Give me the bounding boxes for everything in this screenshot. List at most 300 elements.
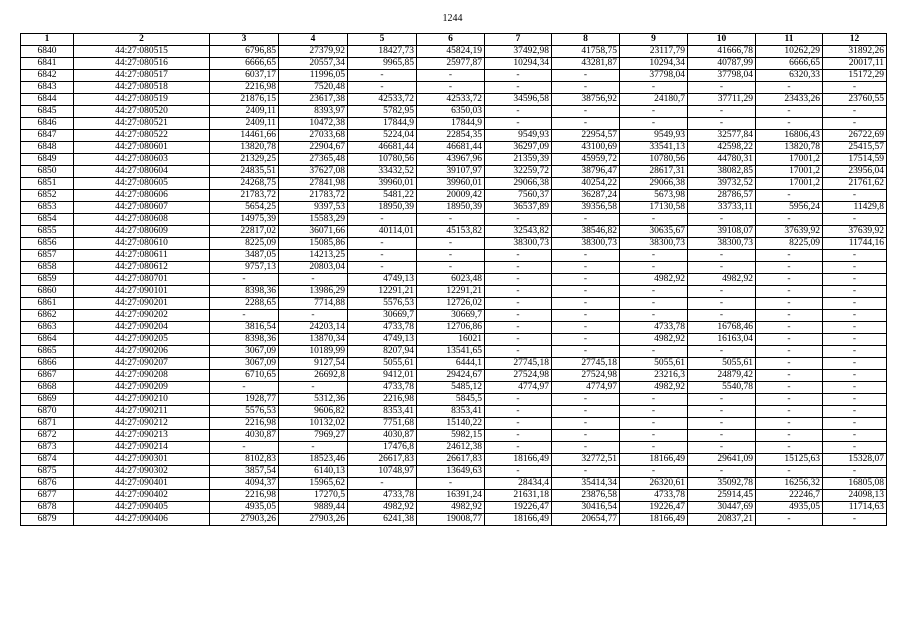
table-row bbox=[21, 178, 887, 190]
table-cell: - bbox=[823, 82, 887, 94]
table-cell: - bbox=[688, 286, 756, 298]
table-cell: 14213,25 bbox=[279, 250, 348, 262]
table-cell: 44:27:090207 bbox=[74, 358, 210, 370]
table-cell: 6856 bbox=[21, 238, 74, 250]
table-row bbox=[21, 322, 887, 334]
column-header-12: 12 bbox=[823, 34, 887, 46]
table-cell: - bbox=[688, 418, 756, 430]
table-cell: - bbox=[756, 370, 823, 382]
table-cell: 6878 bbox=[21, 502, 74, 514]
table-cell: 39960,01 bbox=[348, 178, 417, 190]
table-cell: 10189,99 bbox=[279, 346, 348, 358]
table-cell: 26692,8 bbox=[279, 370, 348, 382]
table-cell: 12726,02 bbox=[417, 298, 485, 310]
table-cell: 39108,07 bbox=[688, 226, 756, 238]
table-cell: 20837,21 bbox=[688, 514, 756, 526]
table-cell: 41666,78 bbox=[688, 46, 756, 58]
table-cell: - bbox=[417, 82, 485, 94]
table-cell: 8393,97 bbox=[279, 106, 348, 118]
table-cell: 6872 bbox=[21, 430, 74, 442]
table-cell: 44:27:090212 bbox=[74, 418, 210, 430]
table-cell: 20017,11 bbox=[823, 58, 887, 70]
table-row bbox=[21, 238, 887, 250]
table-cell: 5576,53 bbox=[210, 406, 279, 418]
table-cell: 19008,77 bbox=[417, 514, 485, 526]
table-cell: 9549,93 bbox=[485, 130, 552, 142]
table-cell: 27903,26 bbox=[210, 514, 279, 526]
table-cell: - bbox=[552, 70, 620, 82]
table-cell: 44:27:090202 bbox=[74, 310, 210, 322]
table-cell: 17001,2 bbox=[756, 154, 823, 166]
table-cell: - bbox=[756, 250, 823, 262]
table-cell: 13820,78 bbox=[756, 142, 823, 154]
table-cell: - bbox=[620, 466, 688, 478]
table-cell: 17270,5 bbox=[279, 490, 348, 502]
table-cell: 44:27:080516 bbox=[74, 58, 210, 70]
table-cell: 26722,69 bbox=[823, 130, 887, 142]
table-cell: - bbox=[823, 298, 887, 310]
table-cell: - bbox=[688, 118, 756, 130]
table-row bbox=[21, 490, 887, 502]
table-cell: 6869 bbox=[21, 394, 74, 406]
table-cell: 6879 bbox=[21, 514, 74, 526]
table-cell: 18166,49 bbox=[485, 514, 552, 526]
table-cell: - bbox=[417, 238, 485, 250]
table-cell: 2409,11 bbox=[210, 106, 279, 118]
table-cell: - bbox=[485, 334, 552, 346]
table-cell: 17001,2 bbox=[756, 166, 823, 178]
table-cell: 38756,92 bbox=[552, 94, 620, 106]
table-cell: - bbox=[620, 394, 688, 406]
table-cell: - bbox=[688, 466, 756, 478]
table-cell: 44:27:080522 bbox=[74, 130, 210, 142]
table-cell: - bbox=[485, 298, 552, 310]
table-cell: 40254,22 bbox=[552, 178, 620, 190]
table-cell: 5956,24 bbox=[756, 202, 823, 214]
table-cell: - bbox=[823, 358, 887, 370]
table-cell: 5673,98 bbox=[620, 190, 688, 202]
table-row bbox=[21, 262, 887, 274]
table-cell: 4935,05 bbox=[210, 502, 279, 514]
column-header-6: 6 bbox=[417, 34, 485, 46]
table-cell: 6868 bbox=[21, 382, 74, 394]
table-row bbox=[21, 118, 887, 130]
table-cell: - bbox=[485, 262, 552, 274]
table-cell: 44:27:080609 bbox=[74, 226, 210, 238]
table-cell: 3857,54 bbox=[210, 466, 279, 478]
table-cell: 33541,13 bbox=[620, 142, 688, 154]
table-cell: 6710,65 bbox=[210, 370, 279, 382]
table-cell: 15583,29 bbox=[279, 214, 348, 226]
table-cell: 16256,32 bbox=[756, 478, 823, 490]
table-cell: - bbox=[756, 382, 823, 394]
table-cell: - bbox=[620, 250, 688, 262]
table-cell: 26617,83 bbox=[348, 454, 417, 466]
table-cell: 5481,22 bbox=[348, 190, 417, 202]
table-cell: 35092,78 bbox=[688, 478, 756, 490]
table-cell: 6861 bbox=[21, 298, 74, 310]
table-cell: 5576,53 bbox=[348, 298, 417, 310]
table-cell: 39107,97 bbox=[417, 166, 485, 178]
table-cell: 44:27:090206 bbox=[74, 346, 210, 358]
table-cell: 5540,78 bbox=[688, 382, 756, 394]
table-cell: 11429,8 bbox=[823, 202, 887, 214]
table-cell: 44:27:090405 bbox=[74, 502, 210, 514]
table-cell: 43100,69 bbox=[552, 142, 620, 154]
table-cell: - bbox=[417, 250, 485, 262]
table-cell: 6845 bbox=[21, 106, 74, 118]
table-cell: - bbox=[688, 298, 756, 310]
table-cell: 6666,65 bbox=[756, 58, 823, 70]
table-cell: 46681,44 bbox=[348, 142, 417, 154]
table-cell: 21631,18 bbox=[485, 490, 552, 502]
table-cell: 6853 bbox=[21, 202, 74, 214]
table-cell: 8102,83 bbox=[210, 454, 279, 466]
table-cell: 44:27:090209 bbox=[74, 382, 210, 394]
table-row bbox=[21, 418, 887, 430]
table-cell: 24098,13 bbox=[823, 490, 887, 502]
table-row bbox=[21, 82, 887, 94]
table-cell: 13820,78 bbox=[210, 142, 279, 154]
table-cell: - bbox=[688, 406, 756, 418]
table-cell: - bbox=[417, 262, 485, 274]
table-row bbox=[21, 298, 887, 310]
table-cell: 40787,99 bbox=[688, 58, 756, 70]
table-cell: - bbox=[756, 346, 823, 358]
table-cell: 8225,09 bbox=[756, 238, 823, 250]
table-cell: 37798,04 bbox=[620, 70, 688, 82]
table-cell: 9757,13 bbox=[210, 262, 279, 274]
table-cell: 15125,63 bbox=[756, 454, 823, 466]
table-cell: - bbox=[823, 250, 887, 262]
table-cell: 44780,31 bbox=[688, 154, 756, 166]
table-cell: 6875 bbox=[21, 466, 74, 478]
table-cell: 36287,24 bbox=[552, 190, 620, 202]
table-cell: 24612,38 bbox=[417, 442, 485, 454]
table-cell: - bbox=[348, 250, 417, 262]
table-cell: 8207,94 bbox=[348, 346, 417, 358]
table-cell: - bbox=[688, 250, 756, 262]
table-row bbox=[21, 370, 887, 382]
table-cell: 27033,68 bbox=[279, 130, 348, 142]
table-cell: 6873 bbox=[21, 442, 74, 454]
table-cell: 9549,93 bbox=[620, 130, 688, 142]
table-cell: - bbox=[620, 262, 688, 274]
table-cell: - bbox=[552, 406, 620, 418]
table-cell: 37711,29 bbox=[688, 94, 756, 106]
table-cell: 32259,72 bbox=[485, 166, 552, 178]
table-cell: - bbox=[688, 394, 756, 406]
table-cell: 8353,41 bbox=[417, 406, 485, 418]
table-cell: 5982,15 bbox=[417, 430, 485, 442]
table-cell: - bbox=[620, 406, 688, 418]
table-cell: 18523,46 bbox=[279, 454, 348, 466]
table-cell: - bbox=[485, 286, 552, 298]
table-cell: 19226,47 bbox=[485, 502, 552, 514]
table-cell: 5224,04 bbox=[348, 130, 417, 142]
table-cell: 4935,05 bbox=[756, 502, 823, 514]
table-cell: - bbox=[552, 106, 620, 118]
table-row bbox=[21, 478, 887, 490]
table-cell: - bbox=[756, 310, 823, 322]
table-cell: 16163,04 bbox=[688, 334, 756, 346]
table-row bbox=[21, 430, 887, 442]
table-cell: 10294,34 bbox=[485, 58, 552, 70]
table-cell: 39732,52 bbox=[688, 178, 756, 190]
column-header-2: 2 bbox=[74, 34, 210, 46]
table-cell: 17476,8 bbox=[348, 442, 417, 454]
table-cell: 5055,61 bbox=[688, 358, 756, 370]
table-cell: - bbox=[552, 430, 620, 442]
table-cell: 8398,36 bbox=[210, 286, 279, 298]
table-cell: - bbox=[485, 394, 552, 406]
table-cell: 9965,85 bbox=[348, 58, 417, 70]
table-cell: 12291,21 bbox=[348, 286, 417, 298]
table-cell: - bbox=[620, 214, 688, 226]
table-cell: - bbox=[823, 514, 887, 526]
table-cell: 21359,39 bbox=[485, 154, 552, 166]
table-cell: 6874 bbox=[21, 454, 74, 466]
table-cell: - bbox=[823, 274, 887, 286]
table-cell: 2216,98 bbox=[210, 418, 279, 430]
table-cell: 44:27:080515 bbox=[74, 46, 210, 58]
table-cell: - bbox=[823, 190, 887, 202]
table-cell: 6849 bbox=[21, 154, 74, 166]
table-cell: 28617,31 bbox=[620, 166, 688, 178]
table-cell: 5312,36 bbox=[279, 394, 348, 406]
table-cell: 41758,75 bbox=[552, 46, 620, 58]
table-cell: - bbox=[823, 394, 887, 406]
table-row bbox=[21, 202, 887, 214]
table-cell: 44:27:080519 bbox=[74, 94, 210, 106]
table-cell: 6851 bbox=[21, 178, 74, 190]
table-cell: 15328,07 bbox=[823, 454, 887, 466]
table-row bbox=[21, 358, 887, 370]
table-cell: 7751,68 bbox=[348, 418, 417, 430]
table-cell: 24879,42 bbox=[688, 370, 756, 382]
table-cell: 44:27:080520 bbox=[74, 106, 210, 118]
table-cell: 42598,22 bbox=[688, 142, 756, 154]
table-row bbox=[21, 106, 887, 118]
table-cell: 43281,87 bbox=[552, 58, 620, 70]
table-cell: - bbox=[348, 70, 417, 82]
table-cell: 17844,9 bbox=[348, 118, 417, 130]
table-cell: 4982,92 bbox=[688, 274, 756, 286]
table-cell: 5055,61 bbox=[348, 358, 417, 370]
table-row bbox=[21, 274, 887, 286]
table-cell: 43967,96 bbox=[417, 154, 485, 166]
table-cell: 22854,35 bbox=[417, 130, 485, 142]
table-cell: - bbox=[210, 442, 279, 454]
table-cell: - bbox=[552, 262, 620, 274]
table-cell: 4733,78 bbox=[348, 382, 417, 394]
table-cell: 4733,78 bbox=[348, 490, 417, 502]
table-cell: 37639,92 bbox=[823, 226, 887, 238]
table-cell: 10262,29 bbox=[756, 46, 823, 58]
table-cell: - bbox=[620, 430, 688, 442]
table-row bbox=[21, 214, 887, 226]
table-cell: 14461,66 bbox=[210, 130, 279, 142]
table-cell: 2216,98 bbox=[348, 394, 417, 406]
table-cell: 10132,02 bbox=[279, 418, 348, 430]
table-cell: 4774,97 bbox=[552, 382, 620, 394]
table-cell: 6241,38 bbox=[348, 514, 417, 526]
table-cell: - bbox=[485, 442, 552, 454]
table-cell: 10748,97 bbox=[348, 466, 417, 478]
table-cell: - bbox=[756, 262, 823, 274]
table-cell: 3487,05 bbox=[210, 250, 279, 262]
table-cell: 9412,01 bbox=[348, 370, 417, 382]
table-cell: 37639,92 bbox=[756, 226, 823, 238]
table-cell: - bbox=[417, 478, 485, 490]
table-header bbox=[21, 34, 887, 46]
table-row bbox=[21, 466, 887, 478]
table-row bbox=[21, 250, 887, 262]
table-cell: - bbox=[348, 238, 417, 250]
table-cell: 32543,82 bbox=[485, 226, 552, 238]
table-cell: 2216,98 bbox=[210, 490, 279, 502]
table-cell: 18950,39 bbox=[417, 202, 485, 214]
table-cell: - bbox=[756, 274, 823, 286]
table-cell: 16768,46 bbox=[688, 322, 756, 334]
table-cell: - bbox=[756, 514, 823, 526]
table-cell: 38546,82 bbox=[552, 226, 620, 238]
table-cell: 4749,13 bbox=[348, 274, 417, 286]
table-cell: - bbox=[756, 394, 823, 406]
table-cell: 38300,73 bbox=[620, 238, 688, 250]
table-cell: 44:27:080612 bbox=[74, 262, 210, 274]
table-cell: 29641,09 bbox=[688, 454, 756, 466]
table-cell: 18166,49 bbox=[620, 514, 688, 526]
table-cell: 29424,67 bbox=[417, 370, 485, 382]
table-cell: 44:27:090204 bbox=[74, 322, 210, 334]
table-cell: - bbox=[756, 118, 823, 130]
table-row bbox=[21, 502, 887, 514]
table-cell: 20557,34 bbox=[279, 58, 348, 70]
table-cell: 28786,57 bbox=[688, 190, 756, 202]
table-cell: 44:27:080518 bbox=[74, 82, 210, 94]
table-cell: - bbox=[620, 442, 688, 454]
table-cell: 44:27:080701 bbox=[74, 274, 210, 286]
table-cell: 20654,77 bbox=[552, 514, 620, 526]
table-cell: 2216,98 bbox=[210, 82, 279, 94]
header-row bbox=[21, 34, 887, 46]
table-cell: 37627,08 bbox=[279, 166, 348, 178]
table-cell: 38300,73 bbox=[485, 238, 552, 250]
table-cell: - bbox=[756, 82, 823, 94]
table-cell: 30447,69 bbox=[688, 502, 756, 514]
table-cell: 10780,56 bbox=[620, 154, 688, 166]
table-cell: 6870 bbox=[21, 406, 74, 418]
table-cell: 16021 bbox=[417, 334, 485, 346]
table-cell: 27524,98 bbox=[552, 370, 620, 382]
table-cell: 44:27:090301 bbox=[74, 454, 210, 466]
table-cell: 37798,04 bbox=[688, 70, 756, 82]
table-cell: 7969,27 bbox=[279, 430, 348, 442]
table-cell: 6140,13 bbox=[279, 466, 348, 478]
table-cell: 32577,84 bbox=[688, 130, 756, 142]
table-cell: - bbox=[552, 334, 620, 346]
table-cell: 33432,52 bbox=[348, 166, 417, 178]
table-cell: 4982,92 bbox=[620, 334, 688, 346]
table-cell: - bbox=[823, 106, 887, 118]
table-cell: 31892,26 bbox=[823, 46, 887, 58]
table-cell: 6666,65 bbox=[210, 58, 279, 70]
table-cell: 6846 bbox=[21, 118, 74, 130]
table-cell: - bbox=[279, 274, 348, 286]
table-cell: 6023,48 bbox=[417, 274, 485, 286]
data-table bbox=[20, 33, 887, 526]
table-cell: 20009,42 bbox=[417, 190, 485, 202]
table-cell: - bbox=[279, 382, 348, 394]
table-cell: 4982,92 bbox=[620, 274, 688, 286]
table-cell: 28434,4 bbox=[485, 478, 552, 490]
table-cell: 33733,11 bbox=[688, 202, 756, 214]
table-cell: - bbox=[279, 442, 348, 454]
table-row bbox=[21, 166, 887, 178]
table-cell: - bbox=[620, 298, 688, 310]
table-cell: - bbox=[823, 442, 887, 454]
column-header-5: 5 bbox=[348, 34, 417, 46]
table-cell: 25415,57 bbox=[823, 142, 887, 154]
table-cell: - bbox=[485, 274, 552, 286]
table-cell: - bbox=[823, 418, 887, 430]
table-row bbox=[21, 154, 887, 166]
table-cell: - bbox=[823, 262, 887, 274]
table-cell: 44:27:090210 bbox=[74, 394, 210, 406]
table-cell: 30669,7 bbox=[348, 310, 417, 322]
table-cell: 21876,15 bbox=[210, 94, 279, 106]
table-cell: - bbox=[823, 370, 887, 382]
table-cell: 44:27:080608 bbox=[74, 214, 210, 226]
table-cell: 6864 bbox=[21, 334, 74, 346]
table-cell: 14975,39 bbox=[210, 214, 279, 226]
page-number: 1244 bbox=[442, 13, 463, 24]
table-cell: 44:27:080611 bbox=[74, 250, 210, 262]
table-cell: - bbox=[485, 466, 552, 478]
table-cell: 38300,73 bbox=[552, 238, 620, 250]
table-cell: - bbox=[756, 286, 823, 298]
table-cell: - bbox=[688, 262, 756, 274]
table-cell: - bbox=[756, 442, 823, 454]
table-row bbox=[21, 142, 887, 154]
table-cell: - bbox=[620, 82, 688, 94]
table-cell: - bbox=[620, 346, 688, 358]
table-cell: - bbox=[552, 418, 620, 430]
table-row bbox=[21, 454, 887, 466]
column-header-9: 9 bbox=[620, 34, 688, 46]
table-cell: 23433,26 bbox=[756, 94, 823, 106]
table-cell: 38082,85 bbox=[688, 166, 756, 178]
table-cell: 30416,54 bbox=[552, 502, 620, 514]
table-cell: 22817,02 bbox=[210, 226, 279, 238]
table-row bbox=[21, 190, 887, 202]
table-cell: 39960,01 bbox=[417, 178, 485, 190]
table-cell: - bbox=[552, 274, 620, 286]
table-cell: 27745,18 bbox=[485, 358, 552, 370]
table-cell: 34596,58 bbox=[485, 94, 552, 106]
table-cell: 26617,83 bbox=[417, 454, 485, 466]
table-cell: - bbox=[348, 262, 417, 274]
table-cell: - bbox=[756, 418, 823, 430]
table-cell: 42533,72 bbox=[348, 94, 417, 106]
table-cell: - bbox=[756, 106, 823, 118]
table-cell: - bbox=[688, 430, 756, 442]
column-header-11: 11 bbox=[756, 34, 823, 46]
table-cell: 39356,58 bbox=[552, 202, 620, 214]
table-cell: 10472,38 bbox=[279, 118, 348, 130]
table-cell: 9397,53 bbox=[279, 202, 348, 214]
